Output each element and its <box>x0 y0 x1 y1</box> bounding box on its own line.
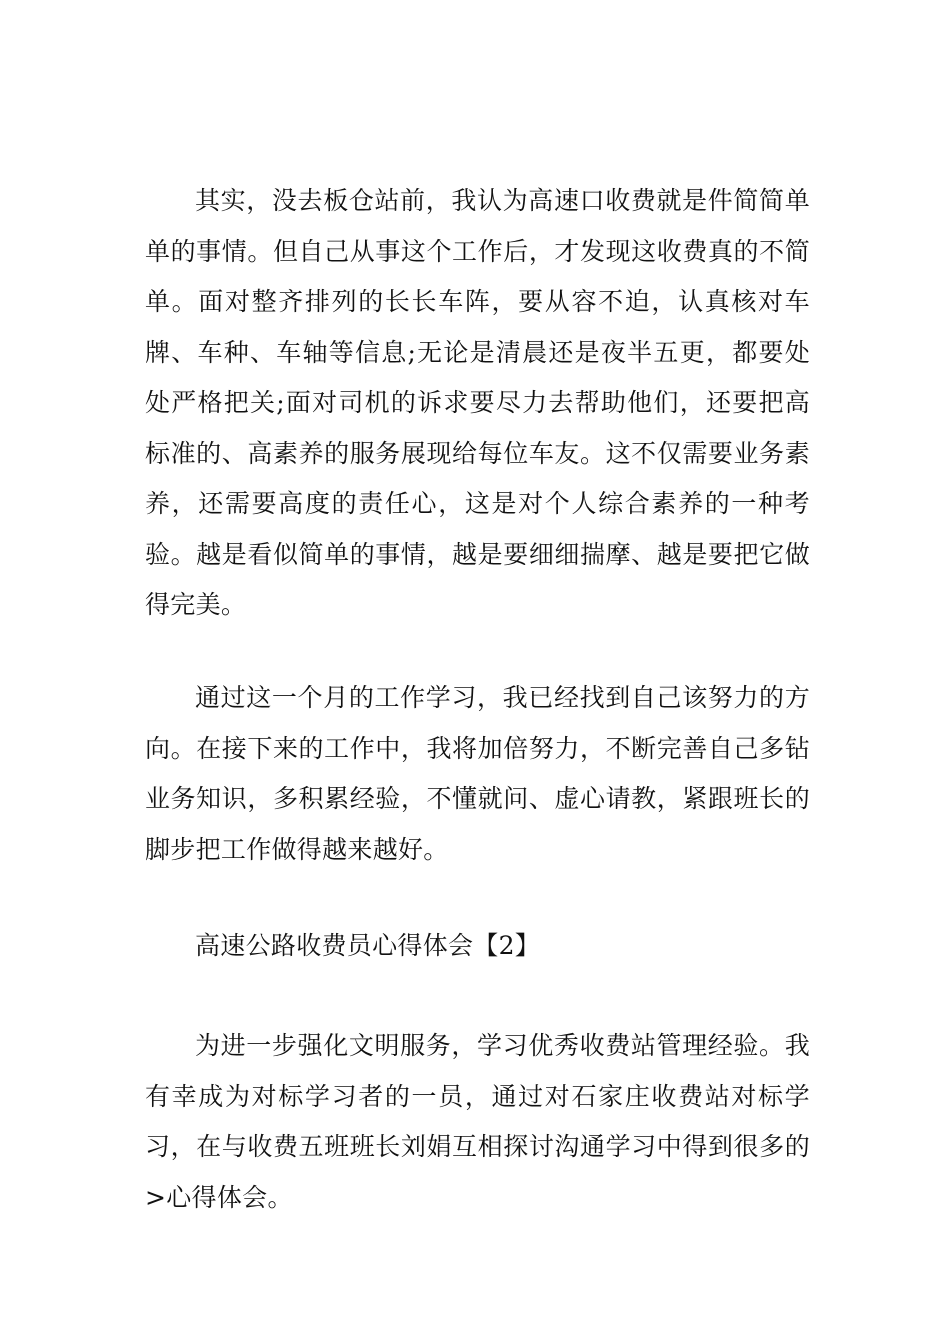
paragraph-benchmark-learning: 为进一步强化文明服务，学习优秀收费站管理经验。我有幸成为对标学习者的一员，通过对石家庄收费站对标学习，在与收费五班班长刘娟互相探讨沟通学习中得到很多的>心得体会。 <box>145 1031 810 1212</box>
paragraph-toll-work-reflection: 其实，没去板仓站前，我认为高速口收费就是件简简单单的事情。但自己从事这个工作后，才发现这收费真的不简单。面对整齐排列的长长车阵，要从容不迫，认真核对车牌、车种、车轴等信息;无论是清晨还是夜半五更，都要处处严格把关;面对司机的诉求要尽力去帮助他们，还要把高标准的、高素养的服务展现给每位车友。这不仅需要业务素养，还需要高度的责任心，这是对个人综合素养的一种考验。越是看似简单的事情，越是要细细揣摩、越是要把它做得完美。 <box>145 186 810 619</box>
section-heading: 高速公路收费员心得体会【2】 <box>195 931 541 960</box>
paragraph-future-effort: 通过这一个月的工作学习，我已经找到自己该努力的方向。在接下来的工作中，我将加倍努力，不断完善自己多钻业务知识，多积累经验，不懂就问、虚心请教，紧跟班长的脚步把工作做得越来越好。 <box>145 683 810 864</box>
